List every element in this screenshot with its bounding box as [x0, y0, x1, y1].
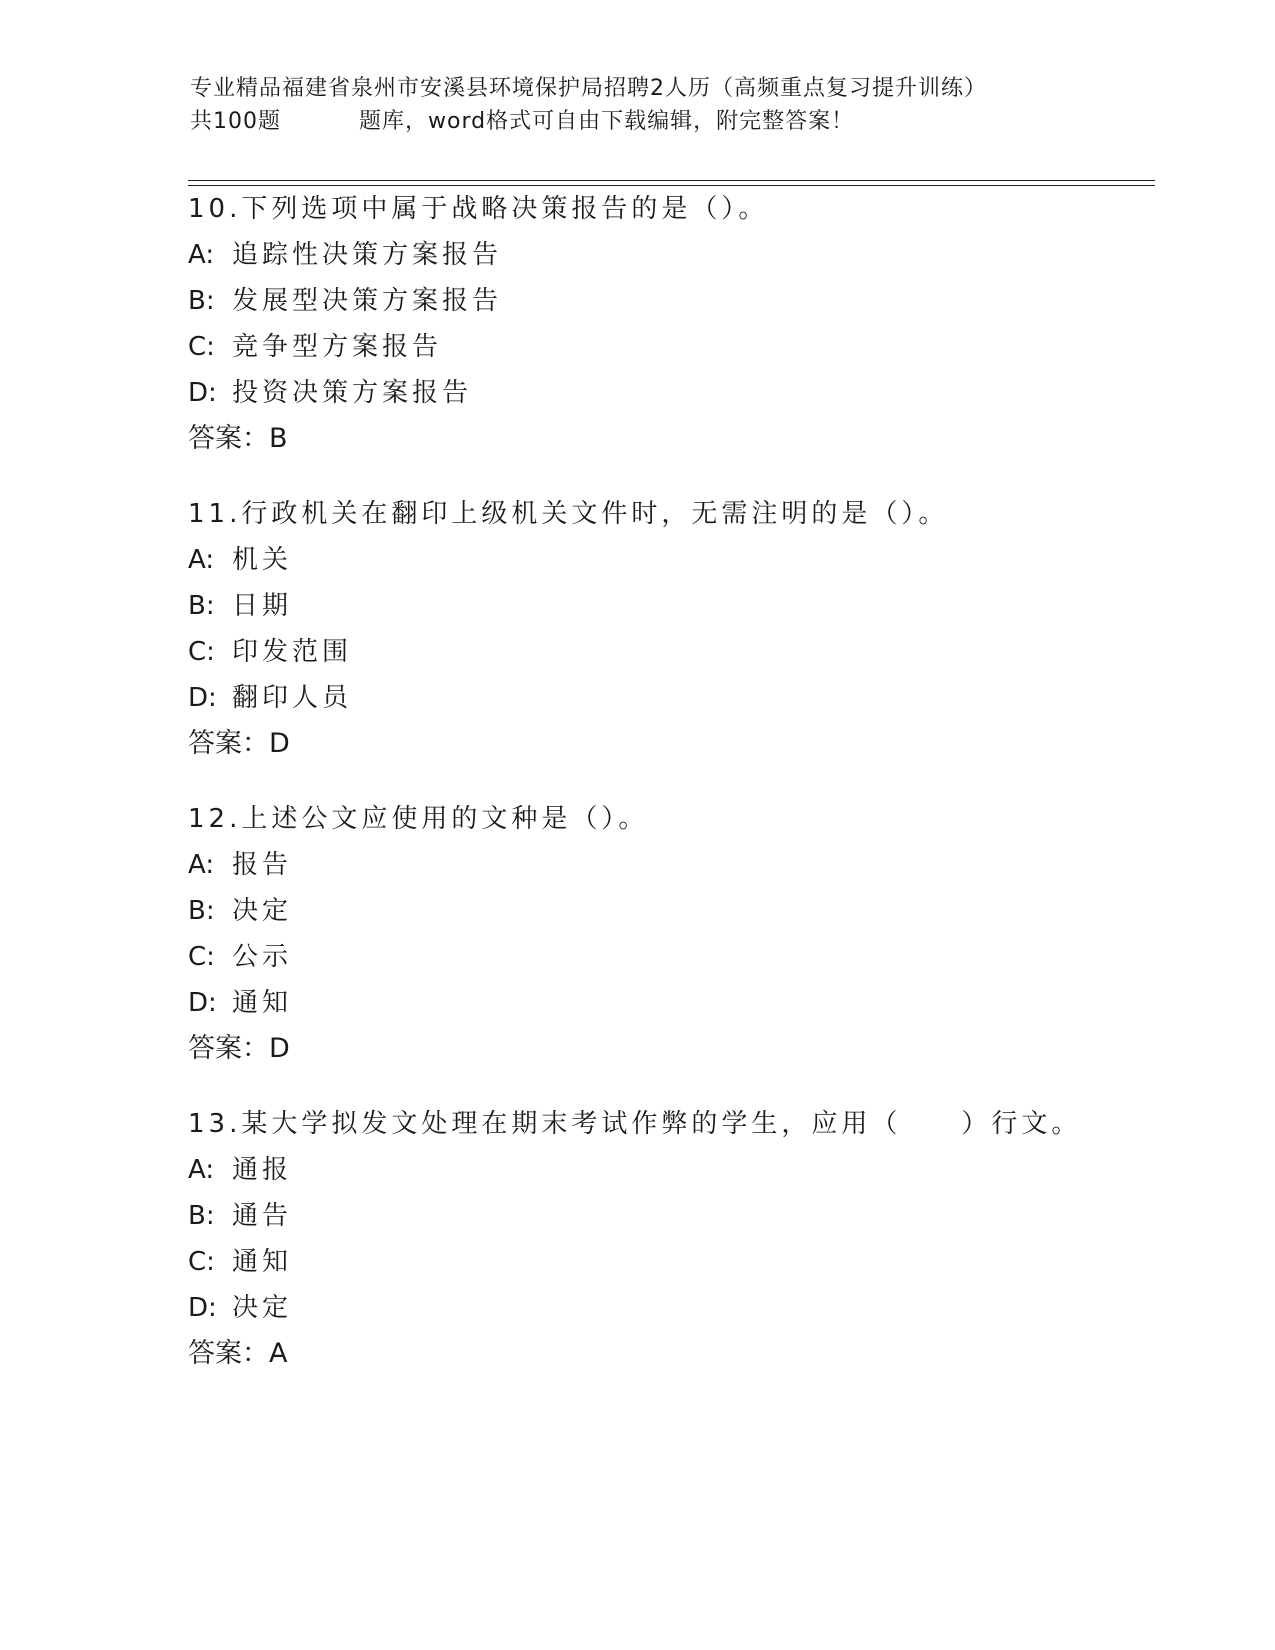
answer-value: D	[269, 1033, 290, 1064]
header-description: 题库，word格式可自由下载编辑，附完整答案！	[359, 109, 855, 134]
option-letter: D:	[188, 988, 217, 1018]
question-block	[188, 796, 1148, 1072]
option-letter: A:	[188, 240, 215, 270]
question-block	[188, 186, 1148, 462]
option-b	[188, 583, 1148, 629]
question-title: 12.上述公文应使用的文种是（）。	[188, 804, 649, 834]
option-text: 翻印人员	[232, 683, 353, 713]
option-text: 发展型决策方案报告	[232, 286, 503, 316]
option-letter: D:	[188, 378, 217, 408]
option-text: 通知	[232, 1247, 293, 1277]
option-letter: C:	[188, 637, 215, 667]
answer-line	[188, 1026, 1148, 1072]
answer-value: B	[269, 423, 288, 454]
header-question-count: 共100题	[190, 109, 281, 134]
option-a	[188, 1147, 1148, 1193]
header-divider-top	[188, 180, 1155, 181]
answer-label: 答案：	[188, 1338, 269, 1369]
option-letter: C:	[188, 332, 215, 362]
answer-line	[188, 416, 1148, 462]
option-letter: C:	[188, 942, 215, 972]
option-text: 印发范围	[232, 637, 353, 667]
question-block	[188, 1101, 1148, 1377]
option-c	[188, 1239, 1148, 1285]
option-text: 通告	[232, 1201, 293, 1231]
question-title: 13.某大学拟发文处理在期末考试作弊的学生，应用（ ）行文。	[188, 1109, 1082, 1139]
option-text: 竞争型方案报告	[232, 332, 443, 362]
answer-label: 答案：	[188, 1033, 269, 1064]
answer-value: A	[269, 1338, 288, 1369]
option-letter: B:	[188, 1201, 215, 1231]
header-line-1: 专业精品福建省泉州市安溪县环境保护局招聘2人历（高频重点复习提升训练）	[190, 76, 987, 101]
option-c	[188, 629, 1148, 675]
option-text: 机关	[232, 545, 293, 575]
option-text: 决定	[232, 896, 293, 926]
option-b	[188, 888, 1148, 934]
answer-value: D	[269, 728, 290, 759]
option-b	[188, 1193, 1148, 1239]
answer-line	[188, 1331, 1148, 1377]
option-c	[188, 934, 1148, 980]
option-text: 通知	[232, 988, 293, 1018]
option-letter: B:	[188, 591, 215, 621]
option-letter: A:	[188, 545, 215, 575]
option-text: 报告	[232, 850, 293, 880]
option-a	[188, 232, 1148, 278]
document-header	[190, 72, 1150, 138]
option-letter: B:	[188, 286, 215, 316]
option-letter: D:	[188, 683, 217, 713]
option-d	[188, 980, 1148, 1026]
option-d	[188, 675, 1148, 721]
answer-line	[188, 721, 1148, 767]
question-title: 10.下列选项中属于战略决策报告的是（）。	[188, 194, 769, 224]
option-letter: C:	[188, 1247, 215, 1277]
option-a	[188, 537, 1148, 583]
option-text: 追踪性决策方案报告	[232, 240, 503, 270]
option-text: 公示	[232, 942, 293, 972]
option-b	[188, 278, 1148, 324]
option-letter: B:	[188, 896, 215, 926]
question-title: 11.行政机关在翻印上级机关文件时，无需注明的是（）。	[188, 499, 949, 529]
option-letter: A:	[188, 1155, 215, 1185]
option-text: 日期	[232, 591, 293, 621]
question-block	[188, 491, 1148, 767]
answer-label: 答案：	[188, 423, 269, 454]
option-text: 决定	[232, 1293, 293, 1323]
option-d	[188, 370, 1148, 416]
option-letter: A:	[188, 850, 215, 880]
option-letter: D:	[188, 1293, 217, 1323]
answer-label: 答案：	[188, 728, 269, 759]
option-text: 通报	[232, 1155, 293, 1185]
option-d	[188, 1285, 1148, 1331]
option-a	[188, 842, 1148, 888]
option-text: 投资决策方案报告	[232, 378, 473, 408]
option-c	[188, 324, 1148, 370]
